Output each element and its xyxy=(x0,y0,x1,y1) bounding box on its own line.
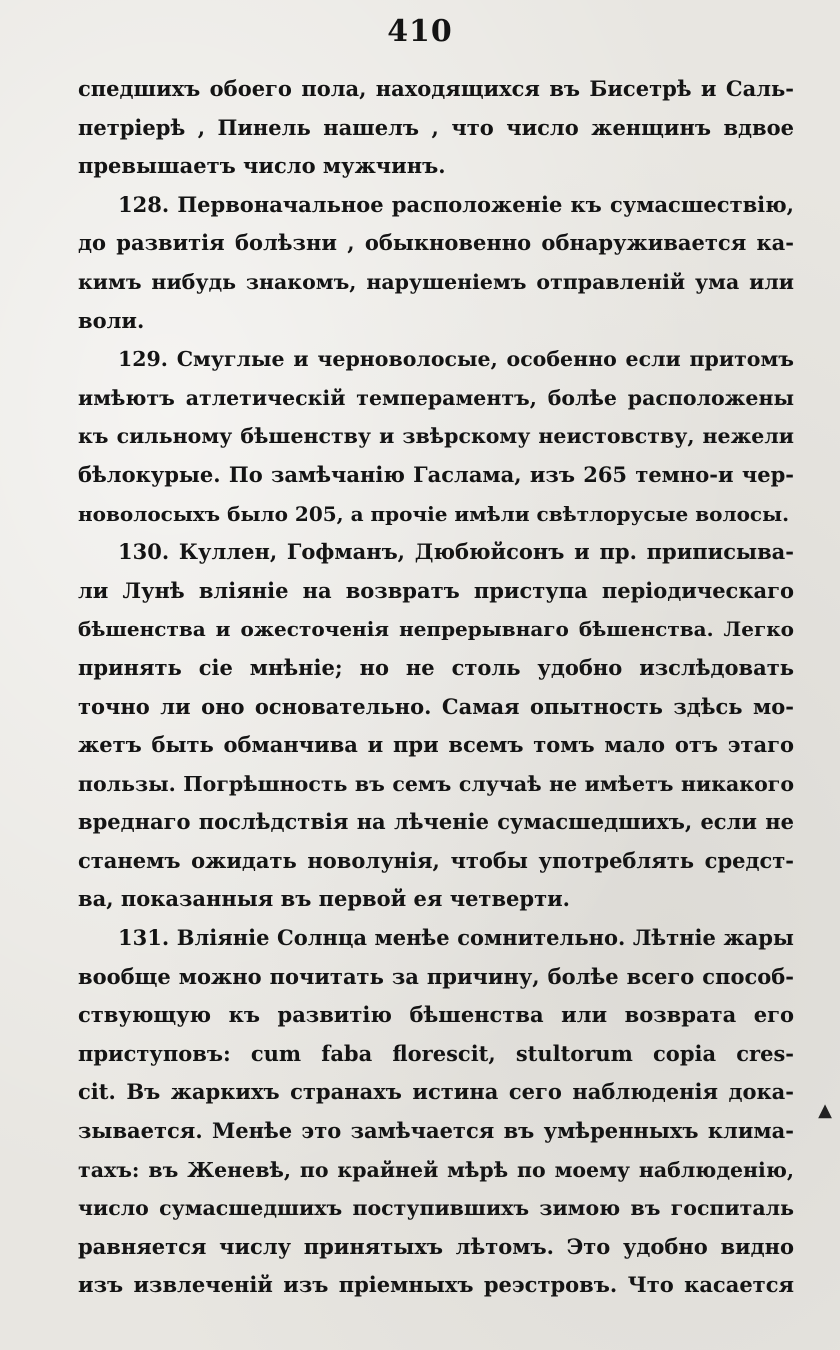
text-line: тахъ: въ Женевѣ, по крайней мѣрѣ по моему наблюденію, xyxy=(78,1157,794,1182)
text-line: вреднаго послѣдствія на лѣченіе сумасшедшихъ, если не xyxy=(78,809,794,835)
text-line: 128. Первоначальное расположеніе къ сумасшествію, xyxy=(118,191,794,217)
page-number: 410 xyxy=(387,14,453,49)
page-edge-mark: ▲ xyxy=(818,1100,832,1121)
text-line: число сумасшедшихъ поступившихъ зимою въ госпиталь xyxy=(78,1196,794,1221)
text-line: 130. Куллен, Гофманъ, Дюбюйсонъ и пр. приписыва- xyxy=(118,539,794,565)
text-line: ва, показанныя въ первой ея четверти. xyxy=(78,886,570,912)
text-line: пользы. Погрѣшность въ семъ случаѣ не имѣетъ никакого xyxy=(78,771,794,796)
text-line: точно ли оно основательно. Самая опытность здѣсь мо- xyxy=(78,693,794,719)
text-line: равняется числу принятыхъ лѣтомъ. Это удобно видно xyxy=(78,1233,794,1259)
text-line: спедшихъ обоего пола, находящихся въ Бисетрѣ и Саль- xyxy=(78,76,794,101)
text-line: ствующую къ развитію бѣшенства или возврата его xyxy=(78,1002,794,1028)
text-line: воли. xyxy=(78,307,145,333)
text-line: приступовъ: cum faba florescit, stultorum copia cres- xyxy=(78,1040,794,1066)
text-line: ли Лунѣ вліяніе на возвратъ приступа періодическаго xyxy=(78,577,794,603)
text-line: 131. Вліяніе Солнца менѣе сомнительно. Лѣтніе жары xyxy=(118,925,794,951)
body-text xyxy=(78,70,794,1305)
text-line: cit. Въ жаркихъ странахъ истина сего наблюденія дока- xyxy=(78,1079,794,1105)
text-line: петріерѣ , Пинель нашелъ , что число женщинъ вдвое xyxy=(78,114,794,140)
text-line: бѣлокурые. По замѣчанію Гаслама, изъ 265 темно-и чер- xyxy=(78,461,794,487)
text-line: станемъ ожидать новолунія, чтобы употреблять средст- xyxy=(78,847,794,873)
text-line: къ сильному бѣшенству и звѣрскому неистовству, нежели xyxy=(78,424,794,449)
text-line: новолосыхъ было 205, а прочіе имѣли свѣтлорусые волосы. xyxy=(78,501,790,526)
text-line: превышаетъ число мужчинъ. xyxy=(78,153,446,179)
text-line: жетъ быть обманчива и при всемъ томъ мало отъ этаго xyxy=(78,732,794,758)
text-line: кимъ нибудь знакомъ, нарушеніемъ отправленій ума или xyxy=(78,269,794,294)
text-line: 129. Смуглые и черноволосые, особенно если притомъ xyxy=(118,347,794,372)
text-line: бѣшенства и ожесточенія непрерывнаго бѣшенства. Легко xyxy=(78,617,794,642)
text-line: вообще можно почитать за причину, болѣе всего способ- xyxy=(78,963,794,989)
text-line: до развитія болѣзни , обыкновенно обнаруживается ка- xyxy=(78,230,794,256)
text-line: принять сіе мнѣніе; но не столь удобно изслѣдовать xyxy=(78,654,794,680)
text-line: изъ извлеченій изъ пріемныхъ реэстровъ. Что касается xyxy=(78,1272,794,1298)
text-line: имѣютъ атлетическій темпераментъ, болѣе расположены xyxy=(78,385,794,410)
text-line: зывается. Менѣе это замѣчается въ умѣренныхъ клима- xyxy=(78,1118,794,1144)
